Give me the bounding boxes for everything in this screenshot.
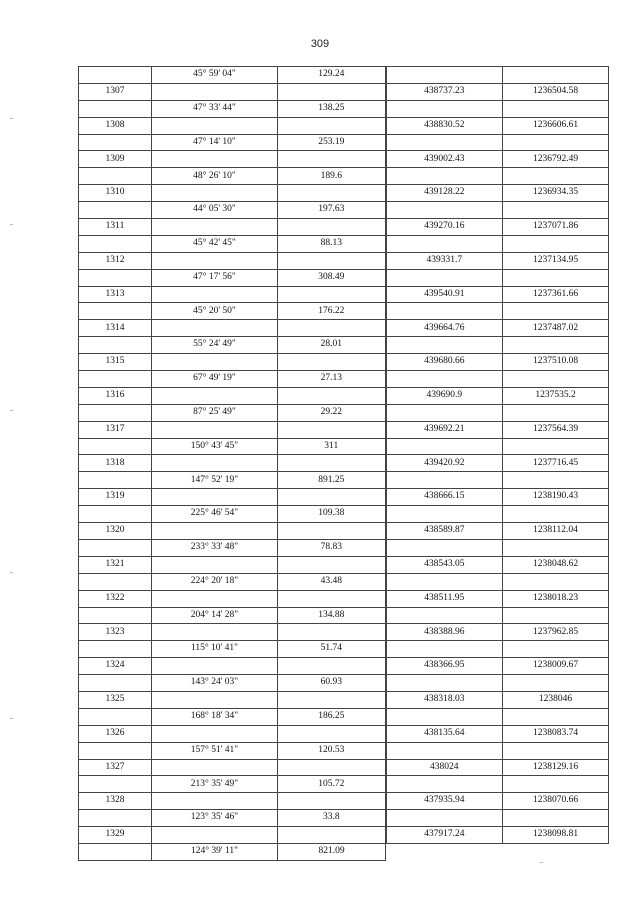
segment-row	[79, 269, 609, 286]
x-coordinate-cell	[386, 675, 503, 692]
segment-row	[79, 67, 609, 84]
x-coordinate-cell: 438589.87	[386, 523, 503, 540]
x-coordinate-cell	[386, 708, 503, 725]
distance-cell: 308.49	[278, 269, 386, 286]
y-coordinate-cell: 1237716.45	[503, 455, 609, 472]
y-coordinate-cell	[503, 776, 609, 793]
distance-cell: 28.01	[278, 337, 386, 354]
bearing-cell	[152, 489, 278, 506]
y-coordinate-cell: 1236792.49	[503, 151, 609, 168]
page-number: 309	[310, 38, 330, 50]
segment-row	[79, 134, 609, 151]
segment-row	[79, 506, 609, 523]
point-row	[79, 691, 609, 708]
scan-margin-mark	[10, 224, 13, 225]
y-coordinate-cell	[503, 67, 609, 84]
segment-row	[79, 708, 609, 725]
distance-cell	[278, 151, 386, 168]
point-id-cell	[79, 843, 152, 860]
bearing-cell	[152, 185, 278, 202]
y-coordinate-cell	[503, 573, 609, 590]
distance-cell	[278, 523, 386, 540]
x-coordinate-cell: 437917.24	[386, 827, 503, 844]
y-coordinate-cell	[503, 202, 609, 219]
point-id-cell: 1318	[79, 455, 152, 472]
point-id-cell	[79, 641, 152, 658]
point-id-cell	[79, 776, 152, 793]
distance-cell	[278, 252, 386, 269]
point-id-cell	[79, 371, 152, 388]
y-coordinate-cell	[503, 708, 609, 725]
segment-row	[79, 235, 609, 252]
distance-cell	[278, 421, 386, 438]
distance-cell	[278, 387, 386, 404]
point-id-cell	[79, 472, 152, 489]
x-coordinate-cell	[386, 404, 503, 421]
bearing-cell: 147° 52' 19"	[152, 472, 278, 489]
x-coordinate-cell: 439128.22	[386, 185, 503, 202]
x-coordinate-cell	[386, 67, 503, 84]
point-id-cell	[79, 404, 152, 421]
segment-row	[79, 100, 609, 117]
distance-cell	[278, 691, 386, 708]
y-coordinate-cell: 1238083.74	[503, 725, 609, 742]
bearing-cell	[152, 523, 278, 540]
x-coordinate-cell	[386, 742, 503, 759]
y-coordinate-cell: 1236504.58	[503, 83, 609, 100]
point-row	[79, 252, 609, 269]
bearing-cell	[152, 658, 278, 675]
point-id-cell: 1312	[79, 252, 152, 269]
x-coordinate-cell	[386, 235, 503, 252]
y-coordinate-cell	[503, 539, 609, 556]
x-coordinate-cell	[386, 168, 503, 185]
x-coordinate-cell: 438543.05	[386, 556, 503, 573]
distance-cell	[278, 556, 386, 573]
x-coordinate-cell: 439540.91	[386, 286, 503, 303]
x-coordinate-cell: 437935.94	[386, 793, 503, 810]
point-id-cell: 1314	[79, 320, 152, 337]
distance-cell	[278, 624, 386, 641]
point-id-cell: 1329	[79, 827, 152, 844]
distance-cell: 186.25	[278, 708, 386, 725]
segment-row	[79, 303, 609, 320]
x-coordinate-cell	[386, 100, 503, 117]
scan-margin-mark	[10, 410, 13, 411]
distance-cell: 189.6	[278, 168, 386, 185]
point-row	[79, 624, 609, 641]
x-coordinate-cell	[386, 810, 503, 827]
segment-row	[79, 607, 609, 624]
segment-row	[79, 843, 609, 860]
bearing-cell	[152, 455, 278, 472]
point-row	[79, 421, 609, 438]
bearing-cell: 47° 17' 56"	[152, 269, 278, 286]
distance-cell: 311	[278, 438, 386, 455]
point-id-cell	[79, 810, 152, 827]
x-coordinate-cell	[386, 371, 503, 388]
bearing-cell	[152, 252, 278, 269]
x-coordinate-cell	[386, 641, 503, 658]
point-row	[79, 185, 609, 202]
bearing-cell	[152, 151, 278, 168]
y-coordinate-cell: 1238129.16	[503, 759, 609, 776]
distance-cell	[278, 725, 386, 742]
point-row	[79, 320, 609, 337]
x-coordinate-cell: 438135.64	[386, 725, 503, 742]
point-id-cell	[79, 269, 152, 286]
y-coordinate-cell: 1237510.08	[503, 354, 609, 371]
point-row	[79, 354, 609, 371]
segment-row	[79, 742, 609, 759]
point-row	[79, 83, 609, 100]
bearing-cell: 124° 39' 11"	[152, 843, 278, 860]
point-id-cell	[79, 742, 152, 759]
point-row	[79, 590, 609, 607]
bearing-cell: 47° 33' 44"	[152, 100, 278, 117]
y-coordinate-cell: 1236606.61	[503, 117, 609, 134]
point-row	[79, 759, 609, 776]
bearing-cell	[152, 725, 278, 742]
bearing-cell: 45° 20' 50"	[152, 303, 278, 320]
x-coordinate-cell	[386, 506, 503, 523]
x-coordinate-cell: 439270.16	[386, 219, 503, 236]
x-coordinate-cell	[386, 539, 503, 556]
x-coordinate-cell	[386, 472, 503, 489]
y-coordinate-cell: 1238070.66	[503, 793, 609, 810]
distance-cell: 78.83	[278, 539, 386, 556]
bearing-cell: 213° 35' 49"	[152, 776, 278, 793]
segment-row	[79, 641, 609, 658]
x-coordinate-cell: 438511.95	[386, 590, 503, 607]
point-row	[79, 286, 609, 303]
distance-cell	[278, 489, 386, 506]
bearing-cell: 45° 42' 45"	[152, 235, 278, 252]
segment-row	[79, 573, 609, 590]
distance-cell	[278, 793, 386, 810]
x-coordinate-cell	[386, 303, 503, 320]
point-id-cell	[79, 168, 152, 185]
x-coordinate-cell	[386, 134, 503, 151]
x-coordinate-cell: 439420.92	[386, 455, 503, 472]
point-row	[79, 793, 609, 810]
bearing-cell: 225° 46' 54"	[152, 506, 278, 523]
bearing-cell: 87° 25' 49"	[152, 404, 278, 421]
bearing-cell: 157° 51' 41"	[152, 742, 278, 759]
point-id-cell: 1319	[79, 489, 152, 506]
y-coordinate-cell: 1238009.67	[503, 658, 609, 675]
distance-cell	[278, 590, 386, 607]
x-coordinate-cell	[386, 438, 503, 455]
bearing-cell	[152, 117, 278, 134]
distance-cell: 891.25	[278, 472, 386, 489]
point-id-cell	[79, 67, 152, 84]
segment-row	[79, 404, 609, 421]
distance-cell: 120.53	[278, 742, 386, 759]
y-coordinate-cell: 1237564.39	[503, 421, 609, 438]
y-coordinate-cell	[503, 303, 609, 320]
distance-cell: 51.74	[278, 641, 386, 658]
x-coordinate-cell: 438737.23	[386, 83, 503, 100]
point-id-cell	[79, 506, 152, 523]
bearing-cell	[152, 759, 278, 776]
distance-cell	[278, 83, 386, 100]
x-coordinate-cell: 439331.7	[386, 252, 503, 269]
x-coordinate-cell	[386, 269, 503, 286]
scan-margin-mark	[540, 862, 543, 863]
point-id-cell	[79, 539, 152, 556]
distance-cell: 138.25	[278, 100, 386, 117]
bearing-cell	[152, 219, 278, 236]
x-coordinate-cell: 439680.66	[386, 354, 503, 371]
y-coordinate-cell: 1238098.81	[503, 827, 609, 844]
point-id-cell	[79, 708, 152, 725]
y-coordinate-cell: 1238048.62	[503, 556, 609, 573]
point-id-cell: 1328	[79, 793, 152, 810]
point-id-cell: 1307	[79, 83, 152, 100]
x-coordinate-cell	[386, 843, 503, 860]
distance-cell: 109.38	[278, 506, 386, 523]
distance-cell	[278, 286, 386, 303]
y-coordinate-cell: 1238018.23	[503, 590, 609, 607]
y-coordinate-cell	[503, 607, 609, 624]
bearing-cell: 224° 20' 18"	[152, 573, 278, 590]
y-coordinate-cell	[503, 675, 609, 692]
point-id-cell: 1321	[79, 556, 152, 573]
bearing-cell	[152, 83, 278, 100]
point-id-cell: 1309	[79, 151, 152, 168]
point-id-cell	[79, 202, 152, 219]
bearing-cell	[152, 556, 278, 573]
bearing-cell: 115° 10' 41"	[152, 641, 278, 658]
distance-cell: 33.8	[278, 810, 386, 827]
point-id-cell: 1324	[79, 658, 152, 675]
x-coordinate-cell	[386, 573, 503, 590]
point-id-cell	[79, 607, 152, 624]
distance-cell	[278, 117, 386, 134]
bearing-cell: 45° 59' 04"	[152, 67, 278, 84]
distance-cell: 176.22	[278, 303, 386, 320]
bearing-cell	[152, 320, 278, 337]
bearing-cell: 48° 26' 10"	[152, 168, 278, 185]
point-id-cell	[79, 100, 152, 117]
x-coordinate-cell	[386, 202, 503, 219]
x-coordinate-cell	[386, 607, 503, 624]
segment-row	[79, 472, 609, 489]
distance-cell	[278, 185, 386, 202]
distance-cell	[278, 658, 386, 675]
point-row	[79, 387, 609, 404]
bearing-cell: 233° 33' 48"	[152, 539, 278, 556]
bearing-cell: 150° 43' 45"	[152, 438, 278, 455]
bearing-cell: 55° 24' 49"	[152, 337, 278, 354]
point-id-cell: 1316	[79, 387, 152, 404]
bearing-cell: 123° 35' 46"	[152, 810, 278, 827]
bearing-cell	[152, 590, 278, 607]
table-body	[79, 67, 609, 861]
bearing-cell	[152, 624, 278, 641]
bearing-cell: 44° 05' 30"	[152, 202, 278, 219]
point-id-cell: 1320	[79, 523, 152, 540]
y-coordinate-cell	[503, 404, 609, 421]
y-coordinate-cell: 1237535.2	[503, 387, 609, 404]
distance-cell	[278, 827, 386, 844]
point-id-cell: 1310	[79, 185, 152, 202]
bearing-cell	[152, 793, 278, 810]
point-row	[79, 523, 609, 540]
segment-row	[79, 168, 609, 185]
bearing-cell: 67° 49' 19"	[152, 371, 278, 388]
y-coordinate-cell	[503, 100, 609, 117]
y-coordinate-cell	[503, 438, 609, 455]
survey-coordinates-table	[78, 66, 609, 861]
point-row	[79, 827, 609, 844]
point-id-cell: 1327	[79, 759, 152, 776]
segment-row	[79, 371, 609, 388]
x-coordinate-cell: 438388.96	[386, 624, 503, 641]
point-id-cell: 1322	[79, 590, 152, 607]
x-coordinate-cell: 438366.95	[386, 658, 503, 675]
segment-row	[79, 776, 609, 793]
point-id-cell	[79, 134, 152, 151]
y-coordinate-cell	[503, 742, 609, 759]
segment-row	[79, 438, 609, 455]
bearing-cell	[152, 286, 278, 303]
distance-cell	[278, 759, 386, 776]
scan-margin-mark	[10, 718, 13, 719]
y-coordinate-cell	[503, 506, 609, 523]
y-coordinate-cell: 1238046	[503, 691, 609, 708]
distance-cell: 27.13	[278, 371, 386, 388]
y-coordinate-cell	[503, 337, 609, 354]
distance-cell: 105.72	[278, 776, 386, 793]
y-coordinate-cell: 1238190.43	[503, 489, 609, 506]
x-coordinate-cell: 439664.76	[386, 320, 503, 337]
y-coordinate-cell	[503, 843, 609, 860]
point-id-cell	[79, 303, 152, 320]
y-coordinate-cell: 1237361.66	[503, 286, 609, 303]
point-id-cell: 1313	[79, 286, 152, 303]
point-row	[79, 725, 609, 742]
y-coordinate-cell	[503, 641, 609, 658]
segment-row	[79, 539, 609, 556]
y-coordinate-cell: 1237487.02	[503, 320, 609, 337]
y-coordinate-cell: 1236934.35	[503, 185, 609, 202]
point-id-cell: 1325	[79, 691, 152, 708]
bearing-cell	[152, 691, 278, 708]
y-coordinate-cell	[503, 168, 609, 185]
y-coordinate-cell	[503, 235, 609, 252]
point-id-cell: 1308	[79, 117, 152, 134]
x-coordinate-cell: 438666.15	[386, 489, 503, 506]
y-coordinate-cell	[503, 371, 609, 388]
point-id-cell: 1323	[79, 624, 152, 641]
point-id-cell: 1315	[79, 354, 152, 371]
point-row	[79, 556, 609, 573]
distance-cell	[278, 320, 386, 337]
scan-margin-mark	[10, 572, 13, 573]
x-coordinate-cell: 439692.21	[386, 421, 503, 438]
bearing-cell: 168° 18' 34"	[152, 708, 278, 725]
segment-row	[79, 675, 609, 692]
distance-cell: 88.13	[278, 235, 386, 252]
segment-row	[79, 337, 609, 354]
x-coordinate-cell: 438024	[386, 759, 503, 776]
bearing-cell: 204° 14' 28"	[152, 607, 278, 624]
x-coordinate-cell: 438318.03	[386, 691, 503, 708]
point-row	[79, 455, 609, 472]
bearing-cell	[152, 387, 278, 404]
point-id-cell: 1326	[79, 725, 152, 742]
distance-cell: 821.09	[278, 843, 386, 860]
segment-row	[79, 810, 609, 827]
point-id-cell	[79, 235, 152, 252]
point-id-cell	[79, 438, 152, 455]
distance-cell: 29.22	[278, 404, 386, 421]
distance-cell: 129.24	[278, 67, 386, 84]
y-coordinate-cell	[503, 134, 609, 151]
bearing-cell: 47° 14' 10"	[152, 134, 278, 151]
point-row	[79, 117, 609, 134]
point-row	[79, 151, 609, 168]
y-coordinate-cell: 1237134.95	[503, 252, 609, 269]
point-row	[79, 219, 609, 236]
point-id-cell	[79, 573, 152, 590]
bearing-cell	[152, 354, 278, 371]
distance-cell	[278, 354, 386, 371]
y-coordinate-cell	[503, 269, 609, 286]
y-coordinate-cell: 1238112.04	[503, 523, 609, 540]
distance-cell: 43.48	[278, 573, 386, 590]
distance-cell	[278, 455, 386, 472]
distance-cell: 197.63	[278, 202, 386, 219]
x-coordinate-cell: 438830.52	[386, 117, 503, 134]
y-coordinate-cell	[503, 472, 609, 489]
point-id-cell: 1317	[79, 421, 152, 438]
segment-row	[79, 202, 609, 219]
point-id-cell: 1311	[79, 219, 152, 236]
y-coordinate-cell: 1237071.86	[503, 219, 609, 236]
x-coordinate-cell: 439002.43	[386, 151, 503, 168]
point-row	[79, 489, 609, 506]
bearing-cell	[152, 827, 278, 844]
y-coordinate-cell: 1237962.85	[503, 624, 609, 641]
x-coordinate-cell: 439690.9	[386, 387, 503, 404]
x-coordinate-cell	[386, 776, 503, 793]
distance-cell	[278, 219, 386, 236]
distance-cell: 253.19	[278, 134, 386, 151]
scan-margin-mark	[10, 118, 13, 119]
distance-cell: 60.93	[278, 675, 386, 692]
bearing-cell	[152, 421, 278, 438]
y-coordinate-cell	[503, 810, 609, 827]
bearing-cell: 143° 24' 03"	[152, 675, 278, 692]
point-id-cell	[79, 337, 152, 354]
point-id-cell	[79, 675, 152, 692]
x-coordinate-cell	[386, 337, 503, 354]
point-row	[79, 658, 609, 675]
distance-cell: 134.88	[278, 607, 386, 624]
